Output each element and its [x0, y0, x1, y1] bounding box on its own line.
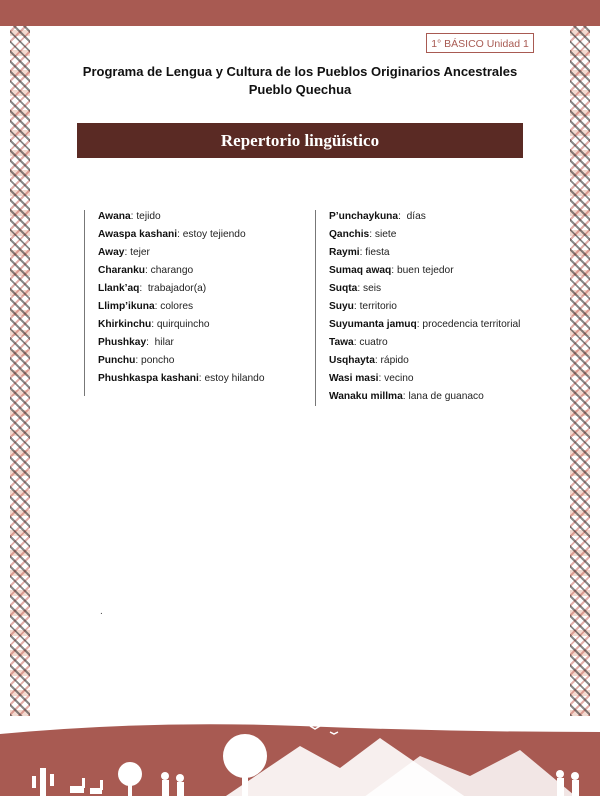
vocab-term: Khirkinchu	[98, 319, 152, 330]
vocab-meaning: buen tejedor	[396, 265, 454, 276]
vocab-meaning: fiesta	[365, 247, 390, 258]
program-title: Programa de Lengua y Cultura de los Pueblos Originarios Ancestrales	[82, 64, 518, 79]
vocab-item: P’unchaykuna: días	[329, 211, 426, 222]
vocab-term: Llank’aq	[98, 283, 140, 294]
vocab-meaning: procedencia territorial	[422, 319, 521, 330]
vocab-item: Qanchis: siete	[329, 229, 397, 240]
vocab-item: Punchu: poncho	[98, 355, 175, 366]
vocab-term: Raymi	[329, 247, 360, 258]
vocab-term: Phushkay	[98, 337, 147, 348]
vocab-item: Llimp’ikuna: colores	[98, 301, 194, 312]
vocab-item: Suyumanta jamuq: procedencia territorial	[329, 319, 521, 330]
vocab-meaning: vecino	[384, 373, 414, 384]
vocab-term: Wasi masi	[329, 373, 379, 384]
vocab-meaning: siete	[374, 229, 397, 240]
vocab-meaning: tejer	[130, 247, 150, 258]
vocab-term: Suyu	[329, 301, 354, 312]
vocab-term: Awana	[98, 211, 131, 222]
vocab-item: Wasi masi: vecino	[329, 373, 414, 384]
stray-mark: .	[100, 606, 103, 617]
vocab-term: Charanku	[98, 265, 145, 276]
vocab-term: P’unchaykuna	[329, 211, 399, 222]
vocab-item: Wanaku millma: lana de guanaco	[329, 391, 484, 402]
people-subtitle: Pueblo Quechua	[248, 82, 352, 97]
vocab-term: Suyumanta jamuq	[329, 319, 417, 330]
vocab-item: Sumaq awaq: buen tejedor	[329, 265, 454, 276]
vocab-meaning: estoy hilando	[204, 373, 265, 384]
vocab-meaning: charango	[150, 265, 194, 276]
grade-unit-badge: 1° BÁSICO Unidad 1	[426, 33, 534, 53]
vocab-item: Suqta: seis	[329, 283, 382, 294]
vocab-item: Tawa: cuatro	[329, 337, 388, 348]
vocab-item: Awaspa kashani: estoy tejiendo	[98, 229, 246, 240]
vocab-item: Charanku: charango	[98, 265, 194, 276]
vocab-item: Phushkay: hilar	[98, 337, 174, 348]
vocab-item: Awana: tejido	[98, 211, 161, 222]
vocab-item: Llank’aq: trabajador(a)	[98, 283, 207, 294]
vocab-item: Usqhayta: rápido	[329, 355, 409, 366]
vocab-meaning: quirquincho	[156, 319, 210, 330]
vocab-term: Wanaku millma	[329, 391, 403, 402]
vocab-term: Tawa	[329, 337, 354, 348]
vocab-meaning: estoy tejiendo	[182, 229, 246, 240]
vocab-item: Khirkinchu: quirquincho	[98, 319, 210, 330]
vocab-term: Awaspa kashani	[98, 229, 178, 240]
right-pattern-border	[570, 26, 590, 716]
vocab-meaning: seis	[362, 283, 382, 294]
vocab-item: Away: tejer	[98, 247, 150, 258]
vocab-meaning: poncho	[141, 355, 175, 366]
vocabulary-list-left	[84, 210, 265, 396]
vocab-meaning: cuatro	[359, 337, 388, 348]
vocab-meaning: trabajador(a)	[147, 283, 207, 294]
left-pattern-border	[10, 26, 30, 716]
section-banner: Repertorio lingüístico	[77, 123, 523, 158]
vocab-term: Qanchis	[329, 229, 370, 240]
vocab-meaning: territorio	[359, 301, 397, 312]
top-band	[0, 0, 600, 26]
vocab-meaning: tejido	[136, 211, 161, 222]
footer-landscape-illustration	[0, 716, 600, 800]
vocab-meaning: hilar	[154, 337, 174, 348]
vocab-term: Punchu	[98, 355, 136, 366]
vocab-meaning: rápido	[380, 355, 409, 366]
vocab-term: Usqhayta	[329, 355, 375, 366]
vocab-term: Suqta	[329, 283, 358, 294]
vocab-term: Sumaq awaq	[329, 265, 392, 276]
vocab-item: Raymi: fiesta	[329, 247, 390, 258]
vocab-item: Phushkaspa kashani: estoy hilando	[98, 373, 265, 384]
vocab-meaning: días	[406, 211, 426, 222]
vocab-meaning: colores	[160, 301, 194, 312]
vocab-meaning: lana de guanaco	[408, 391, 484, 402]
vocabulary-list-right	[315, 210, 520, 406]
vocab-term: Phushkaspa kashani	[98, 373, 199, 384]
vocab-term: Away	[98, 247, 125, 258]
vocab-term: Llimp’ikuna	[98, 301, 155, 312]
vocab-item: Suyu: territorio	[329, 301, 397, 312]
